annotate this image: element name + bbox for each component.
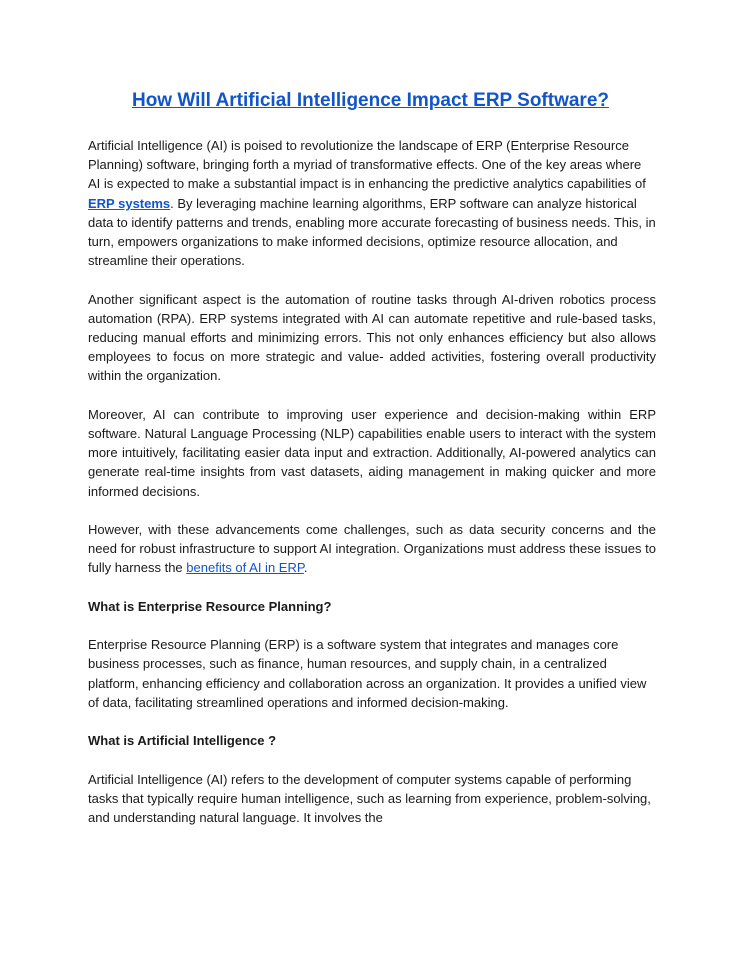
paragraph-user-experience: Moreover, AI can contribute to improving user experience and decision-making within ERP software. Natural Language Processing (NLP) capabilities enable users to interact with the system more intuitively, facilitating easier data input and extraction. Additionally, AI-powered analytics can generate real-time insights from vast datasets, aiding management in making quicker and more informed decisions. <box>88 406 656 499</box>
benefits-of-ai-link[interactable]: benefits of AI in ERP <box>186 560 304 576</box>
paragraph-challenges <box>88 520 656 578</box>
paragraph-text: . <box>303 560 308 576</box>
paragraph-text: . By leveraging machine learning algorithms, ERP software can analyze historical data to identify patterns and trends, enabling more accurate forecasting of business needs. This, in turn, empowers organizations to make informed decisions, optimize resource allocation, and streamline their operations. <box>88 195 656 269</box>
paragraph-text: However, with these advancements come challenges, such as data security concerns and the need for robust infrastructure to support AI integration. Organizations must address these issues to fully harness the <box>88 522 656 576</box>
paragraph-erp-definition: Enterprise Resource Planning (ERP) is a software system that integrates and manages core business processes, such as finance, human resources, and supply chain, in a centralized platform, enhancing efficiency and collaboration across an organization. It provides a unified view of data, facilitating streamlined operations and informed decision-making. <box>88 637 647 710</box>
page-title <box>0 89 741 113</box>
paragraph-text: Artificial Intelligence (AI) is poised to revolutionize the landscape of ERP (Enterprise Resource Planning) software, bringing forth a myriad of transformative effects. One of the key areas where AI is expected to make a substantial impact is in enhancing the predictive analytics capabilities of <box>88 138 646 192</box>
erp-systems-link[interactable]: ERP systems <box>88 195 171 211</box>
paragraph-ai-definition: Artificial Intelligence (AI) refers to the development of computer systems capable of performing tasks that typically require human intelligence, such as learning from experience, problem-solving, and understanding natural language. It involves the <box>88 771 651 825</box>
heading-what-is-erp: What is Enterprise Resource Planning? <box>88 598 332 614</box>
title-link[interactable]: How Will Artificial Intelligence Impact ERP Software? <box>131 90 610 111</box>
heading-what-is-ai: What is Artificial Intelligence ? <box>88 733 277 749</box>
paragraph-ai-intro <box>88 136 656 270</box>
paragraph-automation: Another significant aspect is the automation of routine tasks through AI-driven robotics process automation (RPA). ERP systems integrated with AI can automate repetitive and rule-based tasks, reducing manual efforts and minimizing errors. This not only enhances efficiency but also allows employees to focus on more strategic and value- added activities, fostering overall productivity within the organization. <box>88 291 656 384</box>
article-body <box>88 136 656 846</box>
